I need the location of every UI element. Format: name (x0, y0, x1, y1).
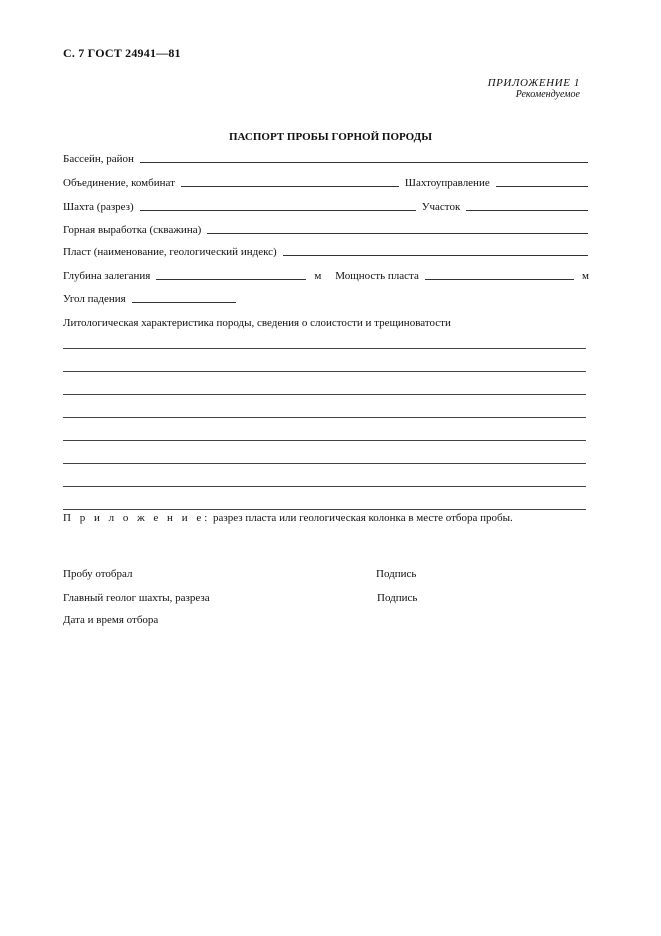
dip-angle-input-line[interactable] (132, 293, 236, 303)
field-row-seam (63, 244, 588, 258)
seam-label: Пласт (наименование, геологический индекс) (63, 246, 277, 258)
depth-label: Глубина залегания (63, 270, 151, 282)
note-prefix: П р и л о ж е н и е: (63, 512, 211, 524)
lithology-line[interactable] (63, 509, 586, 510)
document-title: ПАСПОРТ ПРОБЫ ГОРНОЙ ПОРОДЫ (228, 131, 433, 143)
signature-1-label[interactable]: Подпись (376, 568, 417, 580)
page-header: С. 7 ГОСТ 24941—81 (63, 46, 181, 60)
basin-label: Бассейн, район (63, 153, 134, 165)
depth-unit: м (314, 270, 322, 282)
date-time-label: Дата и время отбора (63, 614, 159, 626)
working-input-line[interactable] (207, 224, 588, 234)
note-text: разрез пласта или геологическая колонка в месте отбора пробы. (213, 512, 513, 524)
appendix-label (488, 77, 580, 101)
section-label: Участок (421, 201, 461, 213)
thickness-input-line[interactable] (425, 270, 574, 280)
seam-input-line[interactable] (283, 246, 588, 256)
basin-input-line[interactable] (140, 153, 588, 163)
lithology-label: Литологическая характеристика породы, сведения о слоистости и трещиноватости (63, 317, 451, 329)
association-label: Объединение, комбинат (63, 177, 175, 189)
mine-input-line[interactable] (140, 201, 416, 211)
lithology-line[interactable] (63, 371, 586, 372)
sampled-by-label: Пробу отобрал (63, 568, 133, 580)
mine-admin-label: Шахтоуправление (404, 177, 490, 189)
chief-geologist-label: Главный геолог шахты, разреза (63, 592, 210, 604)
section-input-line[interactable] (466, 201, 588, 211)
association-input-line[interactable] (181, 177, 399, 187)
working-label: Горная выработка (скважина) (63, 224, 202, 236)
thickness-label: Мощность пласта (335, 270, 419, 282)
mine-label: Шахта (разрез) (63, 201, 134, 213)
lithology-line[interactable] (63, 348, 586, 349)
field-row-lithology (63, 315, 588, 329)
lithology-line[interactable] (63, 440, 586, 441)
field-row-working (63, 222, 588, 236)
field-row-dip-angle (63, 291, 588, 305)
depth-input-line[interactable] (156, 270, 306, 280)
lithology-line[interactable] (63, 463, 586, 464)
signature-2-label[interactable]: Подпись (377, 592, 418, 604)
lithology-line[interactable] (63, 394, 586, 395)
appendix-status: Рекомендуемое (515, 89, 580, 100)
field-row-depth (63, 268, 589, 282)
field-row-mine (63, 199, 588, 213)
appendix-number: ПРИЛОЖЕНИЕ 1 (487, 77, 580, 89)
lithology-line[interactable] (63, 486, 586, 487)
dip-angle-label: Угол падения (63, 293, 126, 305)
field-row-association (63, 175, 588, 189)
lithology-line[interactable] (63, 417, 586, 418)
appendix-note (63, 512, 513, 524)
field-row-basin (63, 151, 588, 165)
mine-admin-input-line[interactable] (496, 177, 588, 187)
thickness-unit: м (582, 270, 589, 282)
